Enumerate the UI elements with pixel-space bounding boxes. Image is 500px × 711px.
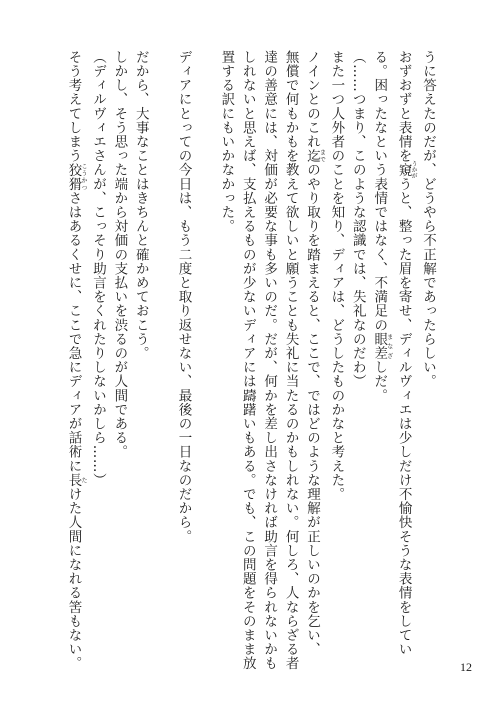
text-line [108,50,129,650]
ruby-annotation [65,162,88,192]
ruby-base: 狡猾 [65,162,82,192]
text-line [301,50,326,657]
text-segment: しかし、そう思った端から対価の支払いを渋るのが人間である。 [111,50,128,459]
ruby-base: 眼差 [371,332,388,361]
ruby-base: 窺 [395,160,412,179]
text-segment: しだ。 [371,360,388,403]
text-segment: 無償で何もかもを教えて欲しいと願うことも失礼に当たるのかもしれない。何しろ、人ならざる者 [282,50,299,671]
blank-line [194,50,215,650]
text-line [392,50,418,657]
text-segment: だから、大事なことはきちんと確かめておこう。 [132,50,149,361]
text-line [258,50,279,671]
text-segment: （……つまり、このような認識では、失礼なのだわ） [349,50,366,389]
text-line [172,50,193,650]
text-line [129,50,150,650]
text-line [368,50,392,650]
text-segment: 置する訳にもいかなかった。 [218,50,235,234]
ruby-annotation [371,332,393,361]
text-line [279,50,300,671]
text-line [62,50,88,671]
text-segment: 達の善意には、対価が必要な事も多いのだ。だが、何かを差し出さなければ助言を得られないかも [261,50,278,671]
ruby-reading: た [80,473,88,488]
text-line [236,50,257,671]
text-line [417,50,438,650]
text-segment: しれないと思えば、支払えるものが少ないディアには躊躇いもある。でも、この問題をそのまま放 [239,50,256,671]
ruby-annotation [395,160,418,179]
ruby-reading: まなざ [385,332,393,361]
page-number: 12 [460,660,472,674]
ruby-annotation [303,148,326,163]
text-segment: おずおずと表情を [395,50,412,163]
text-segment: そう考えてしまう [65,50,82,163]
ruby-annotation [65,473,88,488]
blank-line [151,50,172,650]
text-line [346,50,367,650]
text-segment: さはあるくせに、ここで急にディアが話術に [65,191,82,474]
text-segment: また一つ人外者のことを知り、ディアは、どうしたものかなと考えた。 [328,50,345,502]
text-segment: うに答えたのだが、どうやら不正解であったらしい。 [420,50,436,389]
text-line [215,50,236,650]
ruby-reading: まで [318,148,326,163]
ruby-base: 迄 [303,148,320,163]
text-line [87,50,108,650]
ruby-reading: うかが [410,160,418,179]
text-line [325,50,346,650]
text-segment: る。困ったなという表情ではなく、不満足の [371,50,388,332]
ruby-base: 長 [65,473,82,488]
text-segment: けた人間になれる筈もない。 [65,487,82,671]
text-segment: うと、整った眉を寄せ、ディルヴィエは少しだけ不愉快そうな表情をしてい [395,176,412,657]
text-segment: ディアにとっての今日は、もう二度と取り返せない、最後の一日なのだから。 [175,50,192,544]
vertical-text-body [62,50,438,671]
ruby-reading: こうかつ [80,162,88,191]
text-segment: （ディルヴィエさんが、こっそり助言をくれたりしないかしら……） [89,50,106,488]
text-segment: ノインとのこれ [303,50,320,149]
text-segment: のやり取りを踏まえると、ここで、ではどのような理解が正しいのかを乞い、 [303,162,320,657]
